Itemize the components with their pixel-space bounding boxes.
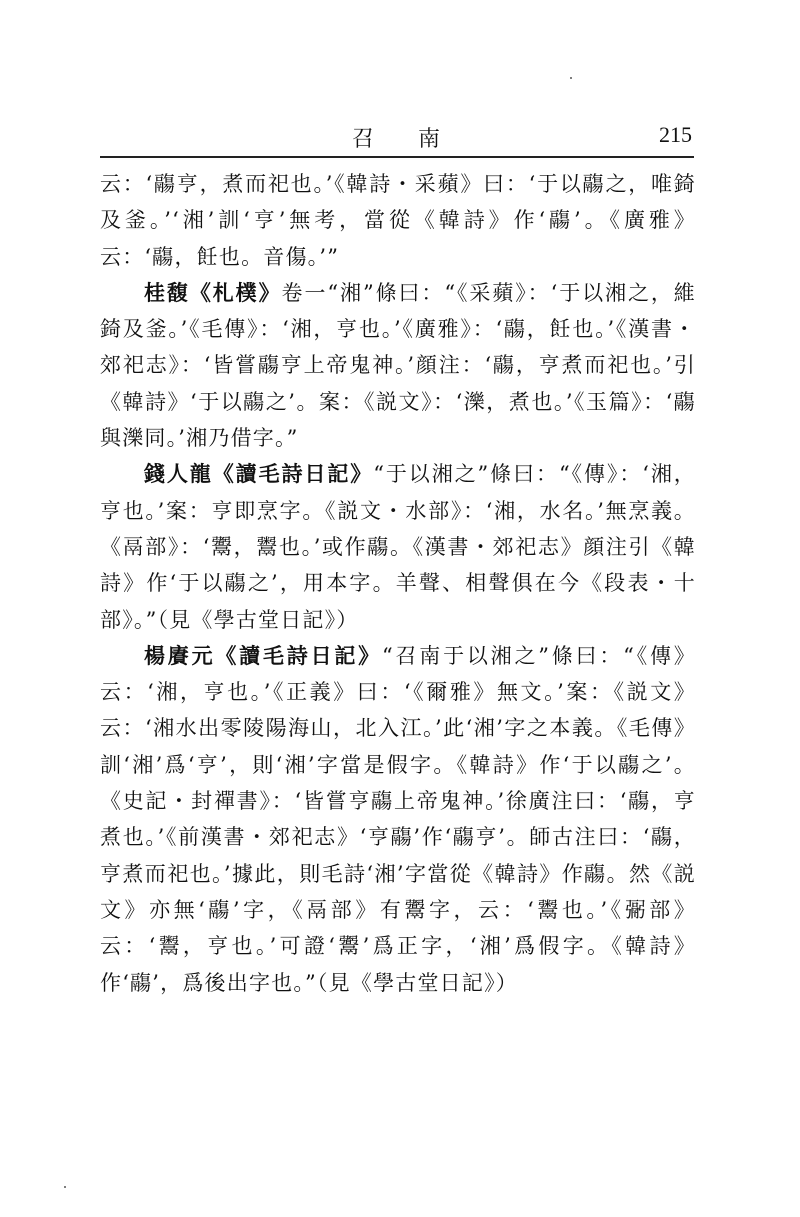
paragraph-text: 卷一“湘”條曰：“《采蘋》：‘于以湘之，維錡及釜。’《毛傳》：‘湘，亨也。’《廣雅》：‘鬺，飪也。’《漢書・郊祀志》：‘皆嘗鬺亨上帝鬼神。’顔注：‘鬺，亨煮而祀也。’引《韓詩》‘于以鬺之’。案：《説文》：‘濼，煮也。’《玉篇》：‘鬺與濼同。’湘乃借字。” (100, 280, 696, 451)
book-title: 《讀毛詩日記》 (215, 642, 382, 668)
paragraph-continuation (100, 166, 696, 275)
book-title: 《札樸》 (189, 279, 282, 305)
book-title: 《讀毛詩日記》 (212, 461, 374, 487)
paragraph-text: “召南于以湘之”條曰：“《傳》云：‘湘，亨也。’《正義》曰：‘《爾雅》無文。’案：《説文》云：‘湘水出零陵陽海山，北入江。’此‘湘’字之本義。《毛傳》訓‘湘’爲‘亨’，則‘湘’字當是假字。《韓詩》作‘于以鬺之’。《史記・封禪書》：‘皆嘗亨鬺上帝鬼神。’徐廣注曰：‘鬺，亨煮也。’《前漢書・郊祀志》‘亨鬺’作‘鬺亨’。師古注曰：‘鬺，亨煮而祀也。’據此，則毛詩‘湘’字當從《韓詩》作鬺。然《説文》亦無‘鬺’字，《鬲部》有䰞字，云：‘鬻也。’《䰜部》云：‘鬻，亨也。’可證‘䰞’爲正字，‘湘’爲假字。《韓詩》作‘鬺’，爲後出字也。”（見《學古堂日記》） (100, 643, 696, 995)
page-number: 215 (659, 122, 692, 147)
paragraph-text: “于以湘之”條曰：“《傳》：‘湘，亨也。’案：亨即烹字。《説文・水部》：‘湘，水名。’無烹義。《鬲部》：‘䰞，鬻也。’或作鬺。《漢書・郊祀志》顔注引《韓詩》作‘于以鬺之’，用本字。羊聲、相聲俱在今《段表・十部》。”（見《學古堂日記》） (100, 462, 696, 632)
header-rule (100, 156, 694, 158)
running-head (100, 122, 692, 158)
running-head-title: 召南 (351, 127, 484, 152)
scan-speck (64, 1186, 66, 1188)
paragraph-qian-renlong (100, 456, 696, 637)
author-name: 桂馥 (144, 279, 190, 305)
paragraph-text: 云：‘鬺亨，煮而祀也。’《韓詩・采蘋》曰：‘于以鬺之，唯錡及釜。’‘湘’訓‘亨’無考，當從《韓詩》作‘鬺’。《廣雅》云：‘鬺，飪也。音傷。’” (100, 172, 696, 269)
scan-speck (570, 77, 572, 79)
body-text (100, 166, 696, 1001)
paragraph-yang-gengyuan (100, 638, 696, 1001)
paragraph-gui-fu (100, 275, 696, 456)
author-name: 錢人龍 (144, 461, 213, 487)
author-name: 楊賡元 (144, 642, 216, 668)
